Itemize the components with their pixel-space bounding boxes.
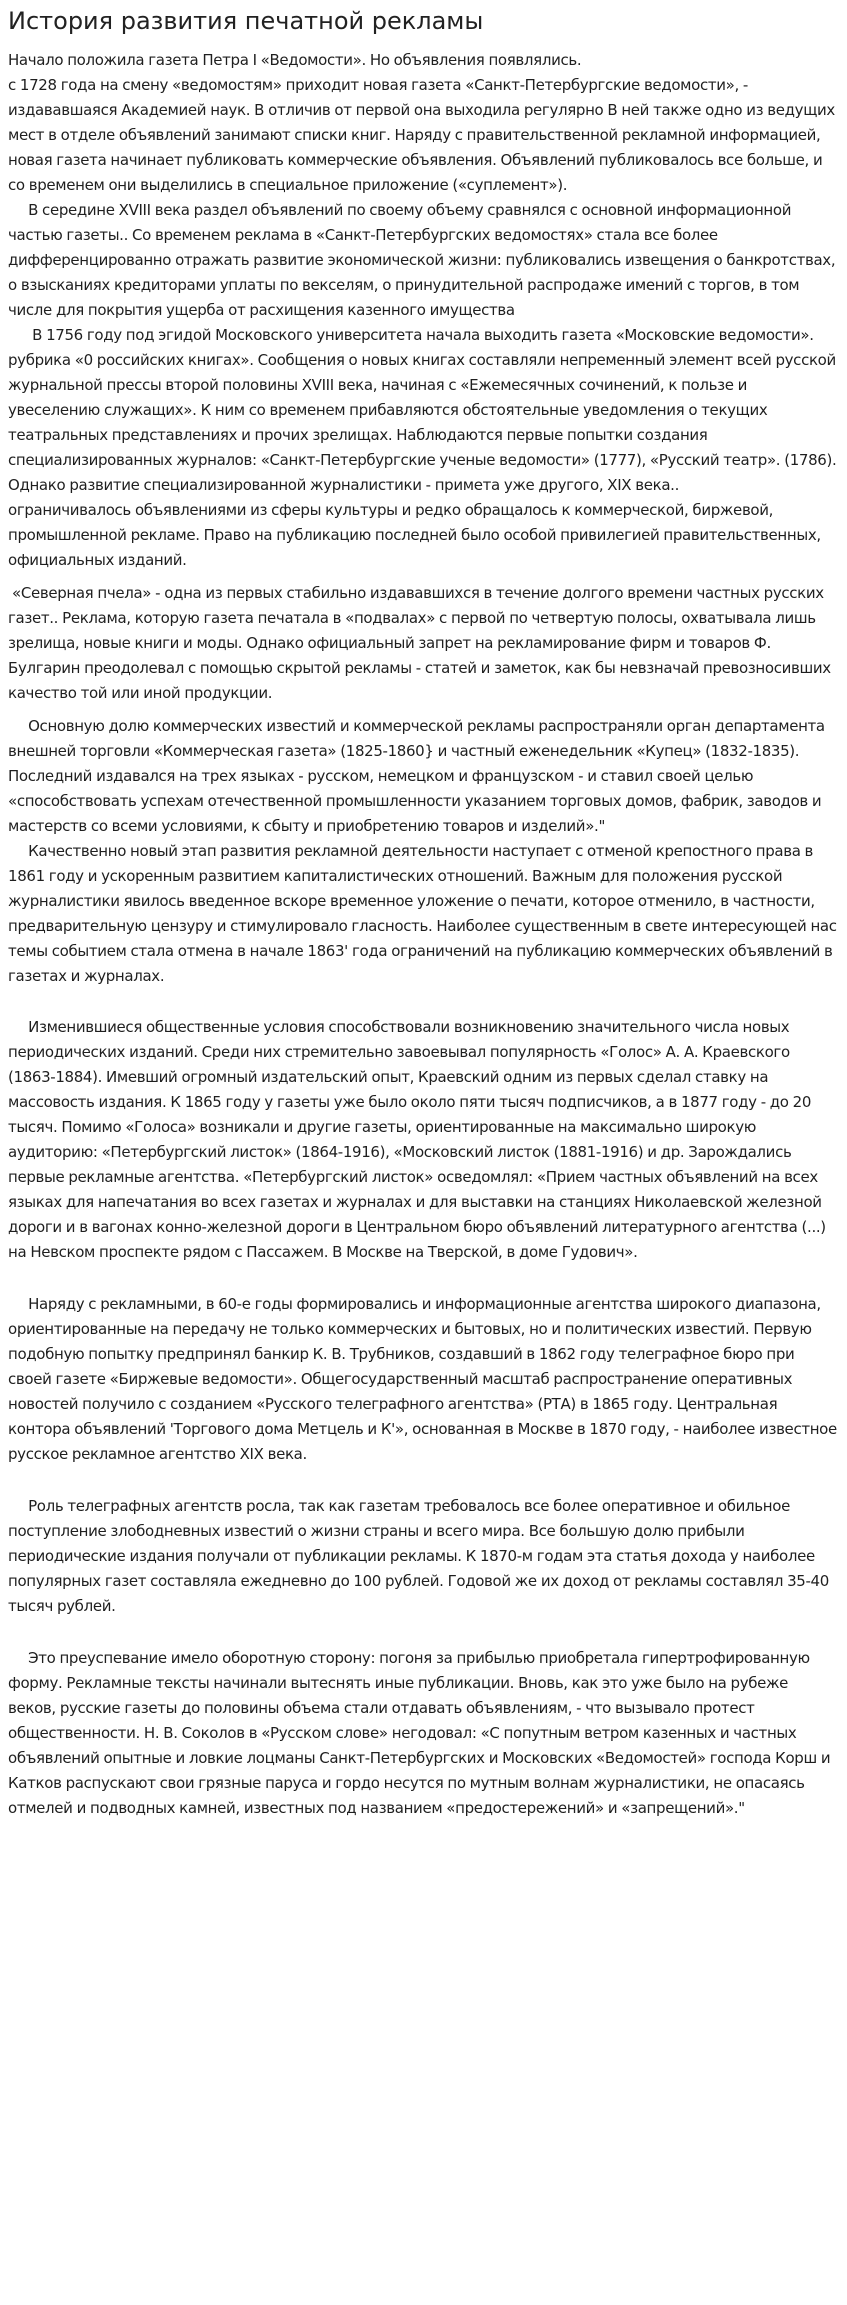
paragraph-xviii-century: В середине XVIII века раздел объявлений по своему объему сравнялся с основной информационной частью газеты.. Со временем реклама в «Санкт-Петербургских ведомостях» стала все более дифференцированно отражать развитие экономической жизни: публиковались извещения о банкротствах, о взысканиях кредиторами уплаты по векселям, о принудительной распродаже имений с торгов, в том числе для покрытия ущерба от расхищения казенного имущества bbox=[8, 201, 836, 319]
paragraph-intro: Начало положила газета Петра I «Ведомости». Но объявления появлялись. bbox=[8, 51, 582, 69]
paragraph-new-periodicals: Изменившиеся общественные условия способствовали возникновению значительного числа новых периодических изданий. Среди них стремительно завоевывал популярность «Голос» А. А. Краевского (1863-1884). Имевший огромный издательский опыт, Краевский одним из первых сделал ставку на массовость издания. К 1865 году у газеты уже было около пяти тысяч подписчиков, а в 1877 году - до 20 тысяч. Помимо «Голоса» возникали и другие газеты, ориентированные на максимально широкую аудиторию: «Петербургский листок» (1864-1916), «Московский листок (1881-1916) и др. Зарождались первые рекламные агентства. «Петербургский листок» осведомлял: «Прием частных объявлений на всех языках для напечатания во всех газетах и журналах и для выставки на станциях Николаевской железной дороги и в вагонах конно-железной дороги в Центральном бюро объявлений литературного агентства (...) на Невском проспекте рядом с Пассажем. В Москве на Тверской, в доме Гудович». bbox=[8, 1018, 826, 1261]
paragraph-culture-ads: ограничивалось объявлениями из сферы культуры и редко обращалось к коммерческой, биржевой, промышленной рекламе. Право на публикацию последней было особой привилегией правительственных, официальных изданий. bbox=[8, 501, 821, 569]
paragraph-severnaya-pchela: «Северная пчела» - одна из первых стабильно издававшихся в течение долгого времени частных русских газет.. Реклама, которую газета печатала в «подвалах» с первой по четвертую полосы, охватывала лишь зрелища, новые книги и моды. Однако официальный запрет на рекламирование фирм и товаров Ф. Булгарин преодолевал с помощью скрытой рекламы - статей и заметок, как бы невзначай превозносивших качество той или иной продукции. bbox=[8, 584, 831, 702]
paragraph-1728: с 1728 года на смену «ведомостям» приходит новая газета «Санкт-Петербургские ведомости», - издававшаяся Академией наук. В отличив от первой она выходила регулярно В ней также одно из ведущих мест в отделе объявлений занимают списки книг. Наряду с правительственной рекламной информацией, новая газета начинает публиковать коммерческие объявления. Объявлений публиковалось все больше, и со временем они выделились в специальное приложение («суплемент»). bbox=[8, 76, 835, 194]
paragraph-1861-reform: Качественно новый этап развития рекламной деятельности наступает с отменой крепостного права в 1861 году и ускоренным развитием капиталистических отношений. Важным для положения русской журналистики явилось введенное вскоре временное уложение о печати, которое отменило, в частности, предварительную цензуру и стимулировало гласность. Наиболее существенным в свете интересующей нас темы событием стала отмена в начале 1863' года ограничений на публикацию коммерческих объявлений в газетах и журналах. bbox=[8, 842, 837, 985]
page-title: История развития печатной рекламы bbox=[8, 7, 484, 35]
paragraph-ad-revenue: Роль телеграфных агентств росла, так как газетам требовалось все более оперативное и обильное поступление злободневных известий о жизни страны и всего мира. Все большую долю прибыли периодические издания получали от публикации рекламы. К 1870-м годам эта статья дохода у наиболее популярных газет составляла ежедневно до 100 рублей. Годовой же их доход от рекламы составлял 35-40 тысяч рублей. bbox=[8, 1497, 829, 1615]
article-body bbox=[8, 48, 839, 1821]
paragraph-news-agencies: Наряду с рекламными, в 60-е годы формировались и информационные агентства широкого диапазона, ориентированные на передачу не только коммерческих и бытовых, но и политических известий. Первую подобную попытку предпринял банкир К. В. Трубников, создавший в 1862 году телеграфное бюро при своей газете «Биржевые ведомости». Общегосударственный масштаб распространение оперативных новостей получило с созданием «Русского телеграфного агентства» (РТА) в 1865 году. Центральная контора объявлений 'Торгового дома Метцель и К'», основанная в Москве в 1870 году, - наиболее известное русское рекламное агентство XIX века. bbox=[8, 1295, 837, 1463]
paragraph-public-protest: Это преуспевание имело оборотную сторону: погоня за прибылью приобретала гипертрофированную форму. Рекламные тексты начинали вытеснять иные публикации. Вновь, как это уже было на рубеже веков, русские газеты до половины объема стали отдавать объявлениям, - что вызывало протест общественности. Н. В. Соколов в «Русском слове» негодовал: «С попутным ветром казенных и частных объявлений опытные и ловкие лоцманы Санкт-Петербургских и Московских «Ведомостей» господа Корш и Катков распускают свои грязные паруса и гордо несутся по мутным волнам журналистики, не опасаясь отмелей и подводных камней, известных под названием «предостережений» и «запрещений»." bbox=[8, 1649, 831, 1817]
paragraph-commerce-press: Основную долю коммерческих известий и коммерческой рекламы распространяли орган департамента внешней торговли «Коммерческая газета» (1825-1860} и частный еженедельник «Купец» (1832-1835). Последний издавался на трех языках - русском, немецком и французском - и ставил своей целью «способствовать успехам отечественной промышленности указанием торговых домов, фабрик, заводов и мастерств со всеми условиями, к сбыту и приобретению товаров и изделий»." bbox=[8, 717, 825, 835]
paragraph-1756: В 1756 году под эгидой Московского университета начала выходить газета «Московские ведомости». рубрика «0 российских книгах». Сообщения о новых книгах составляли непременный элемент всей русской журнальной прессы второй половины XVIII века, начиная с «Ежемесячных сочинений, к пользе и увеселению служащих». К ним со временем прибавляются обстоятельные уведомления о текущих театральных представлениях и прочих зрелищах. Наблюдаются первые попытки создания специализированных журналов: «Санкт-Петербургские ученые ведомости» (1777), «Русский театр». (1786). Однако развитие специализированной журналистики - примета уже другого, XIX века.. bbox=[8, 326, 837, 494]
